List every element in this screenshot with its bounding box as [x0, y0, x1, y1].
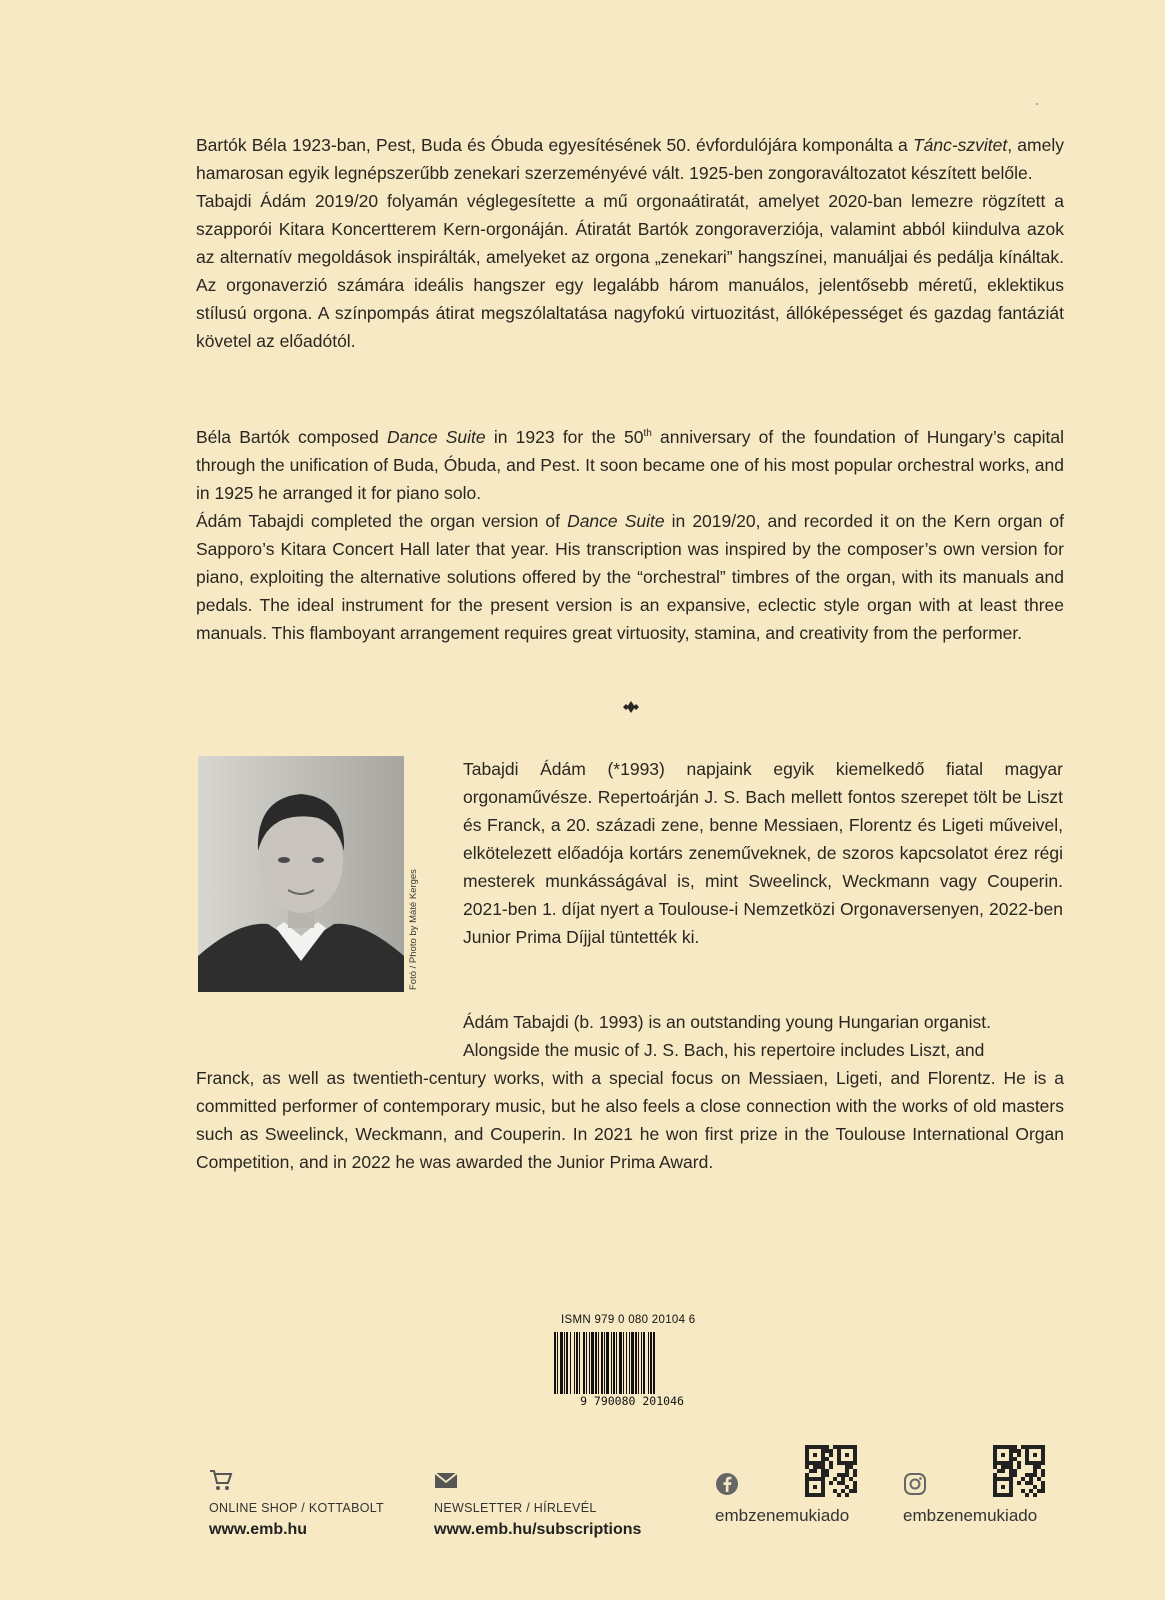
ordinal-suffix: th — [643, 428, 652, 439]
envelope-icon — [434, 1468, 458, 1492]
barcode-bar — [576, 1332, 578, 1402]
hungarian-intro-text: Bartók Béla 1923-ban, Pest, Buda és Óbuda egyesítésének 50. évfordulójára komponálta a — [196, 135, 913, 155]
hungarian-intro-paragraph-1 — [196, 131, 1064, 187]
newsletter-label: NEWSLETTER / HÍRLEVÉL — [434, 1501, 597, 1515]
instagram-handle[interactable]: embzenemukiado — [903, 1506, 1038, 1525]
biography-english-text: Franck, as well as twentieth-century works, with a special focus on Messiaen, Ligeti, and Florentz. He is a committed performer of contemporary music, but he also feels a close connection with the works of old masters such as Sweelinck, Weckmann, and Couperin. In 2021 he won first prize in the Toulouse International Organ Competition, and in 2022 he was awarded the Junior Prima Award. — [196, 1068, 1064, 1172]
barcode-bar — [619, 1332, 622, 1402]
shopping-cart-icon — [209, 1468, 233, 1492]
barcode-bar — [583, 1332, 585, 1402]
online-shop-link[interactable]: www.emb.hu — [209, 1521, 308, 1538]
barcode-bar — [643, 1332, 645, 1402]
newsletter[interactable] — [434, 1468, 641, 1539]
barcode-bar — [566, 1332, 568, 1402]
barcode-bar — [648, 1332, 649, 1402]
biography-english-line: Alongside the music of J. S. Bach, his repertoire includes Liszt, and — [463, 1040, 985, 1060]
barcode-bar — [564, 1332, 565, 1402]
barcode-bar — [650, 1332, 652, 1402]
barcode-bar — [641, 1332, 642, 1402]
english-intro-text: Béla Bartók composed — [196, 426, 387, 447]
speck — [1036, 103, 1038, 105]
hungarian-intro — [196, 131, 1064, 355]
biography-english — [196, 1008, 1064, 1176]
barcode-bar — [598, 1332, 599, 1402]
work-title-english: Dance Suite — [386, 426, 486, 447]
barcode-bar — [629, 1332, 630, 1402]
barcode-bar — [635, 1332, 637, 1402]
barcode-bar — [626, 1332, 627, 1402]
barcode-bar — [638, 1332, 639, 1402]
barcode-digits: 9 790080 201046 — [548, 1394, 716, 1408]
english-intro — [196, 420, 1064, 647]
portrait-photo — [198, 756, 404, 992]
newsletter-link[interactable]: www.emb.hu/subscriptions — [434, 1521, 642, 1538]
hungarian-intro-text: , amely hamarosan egyik legnépszerűbb zenekari szerzeményévé vált. 1925-ben zongoraváltozatot készített belőle. — [196, 135, 1064, 183]
barcode-bar — [579, 1332, 580, 1402]
barcode-bar — [554, 1332, 556, 1402]
barcode-bar — [570, 1332, 571, 1402]
portrait-image — [198, 756, 404, 992]
facebook-qr-code — [805, 1445, 857, 1497]
work-title-hungarian: Tánc-szvitet — [912, 135, 1008, 155]
ornament-divider-icon — [620, 700, 642, 714]
english-intro-paragraph-2 — [196, 507, 1064, 647]
barcode-bar — [560, 1332, 563, 1402]
barcode-bar — [623, 1332, 624, 1402]
instagram-icon[interactable] — [903, 1472, 927, 1496]
barcode-bar — [595, 1332, 597, 1402]
ismn-number: ISMN 979 0 080 20104 6 — [561, 1314, 696, 1326]
barcode-bar — [613, 1332, 615, 1402]
facebook-handle[interactable]: embzenemukiado — [715, 1506, 850, 1525]
barcode-bar — [589, 1332, 590, 1402]
barcode-bar — [601, 1332, 603, 1402]
barcode-bar — [653, 1332, 655, 1402]
barcode-bar — [631, 1332, 634, 1402]
barcode-bar — [574, 1332, 575, 1402]
biography-hungarian: Tabajdi Ádám (*1993) napjaink egyik kiemelkedő fiatal magyar orgonaművésze. Repertoárján J. S. Bach mellett fontos szerepet tölt be Liszt és Franck, a 20. századi zene, benne Messiaen, Florentz és Ligeti műveivel, elkötelezett előadója kortárs zeneműveknek, de szoros kapcsolatot érez régi mesterek munkásságával is, mint Sweelinck, Weckmann vagy Couperin. 2021-ben 1. díjat nyert a Toulouse-i Nemzetközi Orgonaversenyen, 2022-ben Junior Prima Díjjal tüntették ki. — [463, 759, 1063, 947]
online-shop-label: ONLINE SHOP / KOTTABOLT — [209, 1501, 384, 1515]
barcode-bar — [616, 1332, 617, 1402]
work-title-english: Dance Suite — [567, 510, 665, 531]
barcode-bar — [586, 1332, 587, 1402]
barcode — [548, 1330, 716, 1404]
qr-code-pattern — [993, 1445, 1045, 1497]
english-intro-text: Ádám Tabajdi completed the organ version of — [196, 510, 568, 531]
instagram-qr-code — [993, 1445, 1045, 1497]
english-intro-text: anniversary of the foundation of Hungary’s capital through the unification of Buda, Óbuda, and Pest. It soon became one of his most popular orchestral works, and in 1925 he arranged it for piano solo. — [196, 426, 1064, 503]
photo-credit: Fotó / Photo by Máté Kerges — [408, 869, 419, 990]
biography-english-line: Ádám Tabajdi (b. 1993) is an outstanding young Hungarian organist. — [463, 1012, 991, 1032]
barcode-bar — [591, 1332, 594, 1402]
english-intro-paragraph-1 — [196, 420, 1064, 507]
qr-code-pattern — [805, 1445, 857, 1497]
hungarian-intro-paragraph-2: Tabajdi Ádám 2019/20 folyamán véglegesítette a mű orgonaátiratát, amelyet 2020-ban lemezre rögzített a szapporói Kitara Koncertterem Kern-orgonáján. Átiratát Bartók zongoraverziója, valamint abból kiindulva azok az alternatív megoldások inspirálták, amelyeket az orgona „zenekari” hangszínei, manuáljai és pedálja kínáltak. Az orgonaverzió számára ideális hangszer egy legalább három manuálos, jelentősebb méretű, eklektikus stílusú orgona. A színpompás átirat megszólaltatása nagyfokú virtuozitást, állóképességet és gazdag fantáziát követel az előadótól. — [196, 191, 1064, 351]
barcode-bar — [606, 1332, 609, 1402]
barcode-bar — [557, 1332, 558, 1402]
facebook-icon[interactable] — [715, 1472, 739, 1496]
english-intro-text: in 2019/20, and recorded it on the Kern organ of Sapporo’s Kitara Concert Hall later that year. His transcription was inspired by the composer’s own version for piano, exploiting the alternative solutions offered by the “orchestral” timbres of the organ, with its manuals and pedals. The ideal instrument for the present version is an expansive, eclectic style organ with at least three manuals. This flamboyant arrangement requires great virtuosity, stamina, and creativity from the performer. — [196, 510, 1064, 643]
online-shop[interactable] — [209, 1468, 384, 1539]
barcode-bar — [611, 1332, 612, 1402]
english-intro-text: in 1923 for the 50 — [485, 426, 644, 447]
barcode-bar — [604, 1332, 605, 1402]
